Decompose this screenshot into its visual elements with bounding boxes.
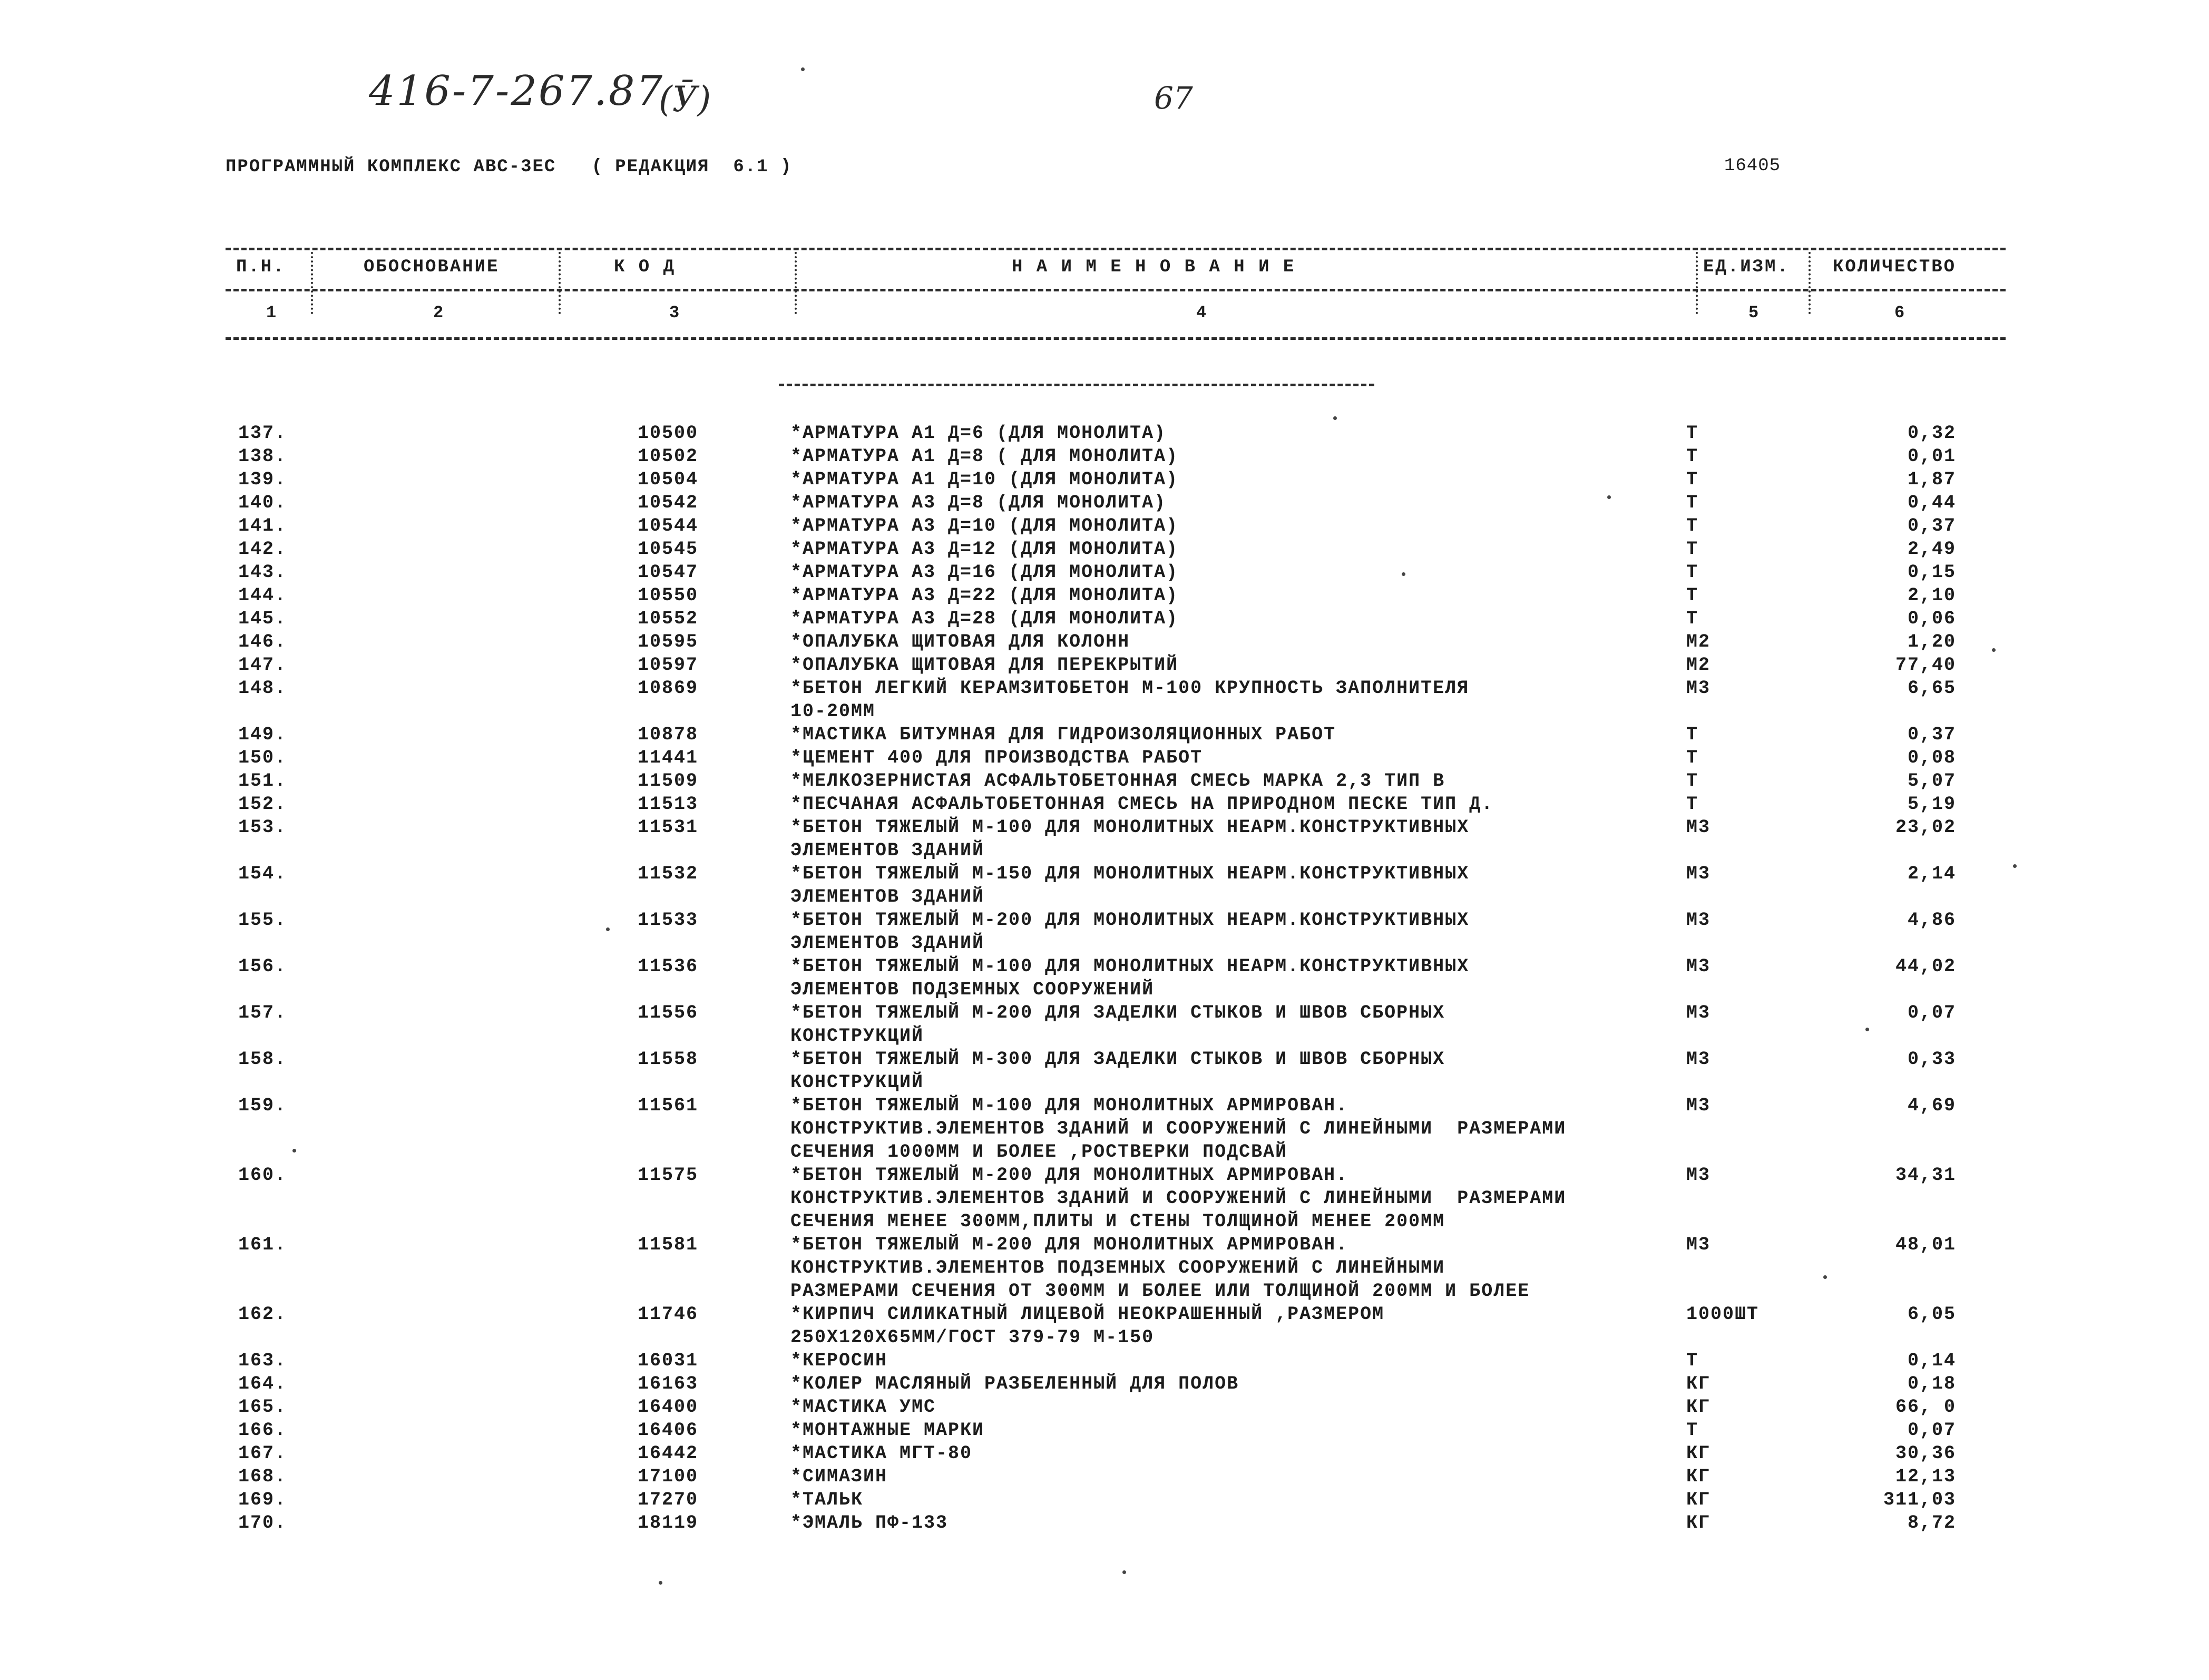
row-quantity: 0,44 <box>1907 492 1956 513</box>
row-code: 11531 <box>638 817 699 838</box>
row-name: *БЕТОН ТЯЖЕЛЫЙ М-100 ДЛЯ МОНОЛИТНЫХ НЕАРМ.КОНСТРУКТИВНЫХ ЭЛЕМЕНТОВ ЗДАНИЙ <box>790 817 1470 861</box>
row-number: 138. <box>238 446 287 467</box>
row-number: 150. <box>238 747 287 768</box>
column-header-basis: ОБОСНОВАНИЕ <box>364 257 500 277</box>
row-name: *АРМАТУРА А1 Д=6 (ДЛЯ МОНОЛИТА) <box>790 423 1167 444</box>
row-unit: Т <box>1686 492 1699 513</box>
row-number: 168. <box>238 1466 287 1487</box>
row-unit: Т <box>1686 469 1699 490</box>
row-name: *АРМАТУРА А1 Д=8 ( ДЛЯ МОНОЛИТА) <box>790 446 1179 467</box>
row-name: *БЕТОН ЛЕГКИЙ КЕРАМЗИТОБЕТОН М-100 КРУПНОСТЬ ЗАПОЛНИТЕЛЯ 10-20ММ <box>790 678 1470 722</box>
scan-speck <box>2013 864 2017 868</box>
row-number: 169. <box>238 1489 287 1510</box>
row-unit: КГ <box>1686 1396 1711 1418</box>
row-name: *МАСТИКА УМС <box>790 1396 936 1418</box>
row-unit: Т <box>1686 539 1699 560</box>
row-name: *АРМАТУРА А1 Д=10 (ДЛЯ МОНОЛИТА) <box>790 469 1179 490</box>
row-unit: М3 <box>1686 1095 1711 1116</box>
program-title: ПРОГРАММНЫЙ КОМПЛЕКС АВС-3ЕС ( РЕДАКЦИЯ 6.1 ) <box>226 157 793 177</box>
row-unit: Т <box>1686 585 1699 606</box>
row-number: 144. <box>238 585 287 606</box>
row-code: 16406 <box>638 1420 699 1441</box>
row-number: 157. <box>238 1002 287 1023</box>
column-header-quantity: КОЛИЧЕСТВО <box>1833 257 1957 277</box>
row-code: 11509 <box>638 770 699 792</box>
row-quantity: 12,13 <box>1895 1466 1956 1487</box>
row-unit: Т <box>1686 608 1699 629</box>
scan-speck <box>1865 1028 1869 1031</box>
scan-speck <box>1823 1275 1827 1279</box>
row-quantity: 5,07 <box>1907 770 1956 792</box>
row-name: *КОЛЕР МАСЛЯНЫЙ РАЗБЕЛЕННЫЙ ДЛЯ ПОЛОВ <box>790 1373 1239 1394</box>
row-unit: М3 <box>1686 956 1711 977</box>
row-number: 170. <box>238 1512 287 1534</box>
row-unit: М3 <box>1686 817 1711 838</box>
row-quantity: 6,65 <box>1907 678 1956 699</box>
row-number: 142. <box>238 539 287 560</box>
row-quantity: 0,33 <box>1907 1049 1956 1070</box>
column-header-name: Н А И М Е Н О В А Н И Е <box>1012 257 1296 277</box>
row-unit: М3 <box>1686 1234 1711 1255</box>
row-name: *ТАЛЬК <box>790 1489 864 1510</box>
row-number: 139. <box>238 469 287 490</box>
document-mark: (Ӯ) <box>659 79 711 120</box>
row-name: *СИМАЗИН <box>790 1466 888 1487</box>
row-number: 161. <box>238 1234 287 1255</box>
row-quantity: 2,49 <box>1907 539 1956 560</box>
row-number: 166. <box>238 1420 287 1441</box>
row-quantity: 4,69 <box>1907 1095 1956 1116</box>
row-quantity: 0,15 <box>1907 562 1956 583</box>
row-quantity: 0,07 <box>1907 1002 1956 1023</box>
row-unit: М2 <box>1686 631 1711 652</box>
row-unit: КГ <box>1686 1373 1711 1394</box>
scan-speck <box>801 67 805 71</box>
row-name: *БЕТОН ТЯЖЕЛЫЙ М-150 ДЛЯ МОНОЛИТНЫХ НЕАРМ.КОНСТРУКТИВНЫХ ЭЛЕМЕНТОВ ЗДАНИЙ <box>790 863 1470 907</box>
sheet-code: 16405 <box>1724 156 1781 176</box>
row-unit: КГ <box>1686 1443 1711 1464</box>
scan-speck <box>1333 416 1337 420</box>
row-name: *АРМАТУРА А3 Д=22 (ДЛЯ МОНОЛИТА) <box>790 585 1179 606</box>
row-code: 10595 <box>638 631 699 652</box>
column-number: 5 <box>1748 303 1759 323</box>
row-unit: Т <box>1686 747 1699 768</box>
row-quantity: 8,72 <box>1907 1512 1956 1534</box>
row-code: 11536 <box>638 956 699 977</box>
row-quantity: 0,18 <box>1907 1373 1956 1394</box>
row-unit: Т <box>1686 515 1699 536</box>
row-number: 146. <box>238 631 287 652</box>
row-code: 11558 <box>638 1049 699 1070</box>
scan-speck <box>1402 572 1405 576</box>
row-name: *БЕТОН ТЯЖЕЛЫЙ М-300 ДЛЯ ЗАДЕЛКИ СТЫКОВ И ШВОВ СБОРНЫХ КОНСТРУКЦИЙ <box>790 1049 1445 1093</box>
column-number: 6 <box>1894 303 1905 323</box>
row-quantity: 23,02 <box>1895 817 1956 838</box>
row-name: *КЕРОСИН <box>790 1350 888 1371</box>
row-name: *ПЕСЧАНАЯ АСФАЛЬТОБЕТОННАЯ СМЕСЬ НА ПРИРОДНОМ ПЕСКЕ ТИП Д. <box>790 794 1494 815</box>
row-unit: 1000ШТ <box>1686 1304 1760 1325</box>
row-code: 10547 <box>638 562 699 583</box>
row-unit: Т <box>1686 794 1699 815</box>
row-quantity: 0,06 <box>1907 608 1956 629</box>
row-code: 17270 <box>638 1489 699 1510</box>
row-number: 141. <box>238 515 287 536</box>
row-name: *БЕТОН ТЯЖЕЛЫЙ М-100 ДЛЯ МОНОЛИТНЫХ АРМИРОВАН. КОНСТРУКТИВ.ЭЛЕМЕНТОВ ЗДАНИЙ И СООРУЖЕНИЙ С ЛИНЕЙНЫМИ РАЗМЕРАМИ СЕЧЕНИЯ 1000ММ И БОЛЕЕ ,РОСТВЕРКИ ПОДСВАЙ <box>790 1095 1567 1163</box>
row-name: *АРМАТУРА А3 Д=12 (ДЛЯ МОНОЛИТА) <box>790 539 1179 560</box>
row-unit: М3 <box>1686 1002 1711 1023</box>
row-name: *ОПАЛУБКА ЩИТОВАЯ ДЛЯ КОЛОНН <box>790 631 1130 652</box>
row-code: 17100 <box>638 1466 699 1487</box>
row-name: *КИРПИЧ СИЛИКАТНЫЙ ЛИЦЕВОЙ НЕОКРАШЕННЫЙ ,РАЗМЕРОМ 250Х120Х65ММ/ГОСТ 379-79 М-150 <box>790 1304 1385 1348</box>
row-name: *БЕТОН ТЯЖЕЛЫЙ М-200 ДЛЯ ЗАДЕЛКИ СТЫКОВ И ШВОВ СБОРНЫХ КОНСТРУКЦИЙ <box>790 1002 1445 1047</box>
row-unit: Т <box>1686 770 1699 792</box>
row-code: 11532 <box>638 863 699 884</box>
row-code: 11513 <box>638 794 699 815</box>
row-number: 164. <box>238 1373 287 1394</box>
row-code: 10544 <box>638 515 699 536</box>
row-number: 153. <box>238 817 287 838</box>
row-name: *ЦЕМЕНТ 400 ДЛЯ ПРОИЗВОДСТВА РАБОТ <box>790 747 1203 768</box>
row-number: 167. <box>238 1443 287 1464</box>
row-name: *ОПАЛУБКА ЩИТОВАЯ ДЛЯ ПЕРЕКРЫТИЙ <box>790 655 1179 676</box>
scan-speck <box>606 927 610 931</box>
row-name: *БЕТОН ТЯЖЕЛЫЙ М-200 ДЛЯ МОНОЛИТНЫХ АРМИРОВАН. КОНСТРУКТИВ.ЭЛЕМЕНТОВ ПОДЗЕМНЫХ СООРУЖЕНИЙ С ЛИНЕЙНЫМИ РАЗМЕРАМИ СЕЧЕНИЯ ОТ 300ММ И БОЛЕЕ ИЛИ ТОЛЩИНОЙ 200ММ И БОЛЕЕ <box>790 1234 1530 1302</box>
row-quantity: 66, 0 <box>1895 1396 1956 1418</box>
row-quantity: 1,20 <box>1907 631 1956 652</box>
row-code: 10869 <box>638 678 699 699</box>
row-number: 158. <box>238 1049 287 1070</box>
row-code: 16163 <box>638 1373 699 1394</box>
column-header-code: К О Д <box>614 257 676 277</box>
row-number: 165. <box>238 1396 287 1418</box>
row-name: *БЕТОН ТЯЖЕЛЫЙ М-200 ДЛЯ МОНОЛИТНЫХ НЕАРМ.КОНСТРУКТИВНЫХ ЭЛЕМЕНТОВ ЗДАНИЙ <box>790 910 1470 954</box>
row-code: 10504 <box>638 469 699 490</box>
row-name: *МАСТИКА БИТУМНАЯ ДЛЯ ГИДРОИЗОЛЯЦИОННЫХ РАБОТ <box>790 724 1336 745</box>
row-code: 10597 <box>638 655 699 676</box>
row-quantity: 1,87 <box>1907 469 1956 490</box>
row-name: *БЕТОН ТЯЖЕЛЫЙ М-200 ДЛЯ МОНОЛИТНЫХ АРМИРОВАН. КОНСТРУКТИВ.ЭЛЕМЕНТОВ ЗДАНИЙ И СООРУЖЕНИЙ С ЛИНЕЙНЫМИ РАЗМЕРАМИ СЕЧЕНИЯ МЕНЕЕ 300ММ,ПЛИТЫ И СТЕНЫ ТОЛЩИНОЙ МЕНЕЕ 200ММ <box>790 1165 1567 1232</box>
row-quantity: 0,37 <box>1907 724 1956 745</box>
row-quantity: 30,36 <box>1895 1443 1956 1464</box>
row-code: 10500 <box>638 423 699 444</box>
column-number: 3 <box>669 303 680 323</box>
row-number: 152. <box>238 794 287 815</box>
row-code: 10545 <box>638 539 699 560</box>
row-quantity: 4,86 <box>1907 910 1956 931</box>
row-number: 149. <box>238 724 287 745</box>
row-number: 143. <box>238 562 287 583</box>
row-name: *МЕЛКОЗЕРНИСТАЯ АСФАЛЬТОБЕТОННАЯ СМЕСЬ МАРКА 2,3 ТИП В <box>790 770 1445 792</box>
row-unit: КГ <box>1686 1489 1711 1510</box>
row-quantity: 44,02 <box>1895 956 1956 977</box>
scan-speck <box>1992 648 1996 652</box>
column-header-unit: ЕД.ИЗМ. <box>1703 257 1790 277</box>
row-quantity: 77,40 <box>1895 655 1956 676</box>
row-number: 140. <box>238 492 287 513</box>
row-quantity: 48,01 <box>1895 1234 1956 1255</box>
row-quantity: 2,10 <box>1907 585 1956 606</box>
row-number: 155. <box>238 910 287 931</box>
row-code: 11556 <box>638 1002 699 1023</box>
row-number: 148. <box>238 678 287 699</box>
row-unit: Т <box>1686 446 1699 467</box>
row-unit: КГ <box>1686 1512 1711 1534</box>
row-code: 16442 <box>638 1443 699 1464</box>
row-code: 11533 <box>638 910 699 931</box>
page-number: 67 <box>1154 80 1193 116</box>
row-quantity: 0,14 <box>1907 1350 1956 1371</box>
row-unit: М3 <box>1686 863 1711 884</box>
row-number: 163. <box>238 1350 287 1371</box>
row-code: 11746 <box>638 1304 699 1325</box>
row-name: *АРМАТУРА А3 Д=16 (ДЛЯ МОНОЛИТА) <box>790 562 1179 583</box>
row-code: 16031 <box>638 1350 699 1371</box>
row-unit: М3 <box>1686 910 1711 931</box>
row-number: 154. <box>238 863 287 884</box>
column-number: 1 <box>266 303 277 323</box>
row-unit: М2 <box>1686 655 1711 676</box>
row-quantity: 0,37 <box>1907 515 1956 536</box>
row-code: 10878 <box>638 724 699 745</box>
scan-speck <box>292 1149 296 1152</box>
row-name: *ЭМАЛЬ ПФ-133 <box>790 1512 949 1534</box>
row-unit: М3 <box>1686 678 1711 699</box>
row-code: 11575 <box>638 1165 699 1186</box>
row-unit: Т <box>1686 423 1699 444</box>
row-number: 137. <box>238 423 287 444</box>
column-number: 4 <box>1196 303 1207 323</box>
row-name: *АРМАТУРА А3 Д=8 (ДЛЯ МОНОЛИТА) <box>790 492 1167 513</box>
row-quantity: 2,14 <box>1907 863 1956 884</box>
column-header-pn: П.Н. <box>236 257 286 277</box>
row-quantity: 0,07 <box>1907 1420 1956 1441</box>
row-unit: Т <box>1686 562 1699 583</box>
row-name: *АРМАТУРА А3 Д=10 (ДЛЯ МОНОЛИТА) <box>790 515 1179 536</box>
scan-speck <box>659 1581 662 1585</box>
row-number: 147. <box>238 655 287 676</box>
row-code: 16400 <box>638 1396 699 1418</box>
row-code: 11581 <box>638 1234 699 1255</box>
row-number: 160. <box>238 1165 287 1186</box>
row-number: 162. <box>238 1304 287 1325</box>
row-name: *МОНТАЖНЫЕ МАРКИ <box>790 1420 985 1441</box>
row-quantity: 5,19 <box>1907 794 1956 815</box>
row-quantity: 6,05 <box>1907 1304 1956 1325</box>
row-number: 151. <box>238 770 287 792</box>
row-unit: Т <box>1686 1420 1699 1441</box>
row-quantity: 34,31 <box>1895 1165 1956 1186</box>
row-unit: Т <box>1686 1350 1699 1371</box>
row-number: 145. <box>238 608 287 629</box>
row-code: 11561 <box>638 1095 699 1116</box>
row-quantity: 311,03 <box>1883 1489 1956 1510</box>
row-code: 10550 <box>638 585 699 606</box>
row-name: *АРМАТУРА А3 Д=28 (ДЛЯ МОНОЛИТА) <box>790 608 1179 629</box>
row-quantity: 0,32 <box>1907 423 1956 444</box>
row-quantity: 0,08 <box>1907 747 1956 768</box>
row-code: 10542 <box>638 492 699 513</box>
row-number: 159. <box>238 1095 287 1116</box>
scan-speck <box>1607 495 1611 499</box>
row-name: *МАСТИКА МГТ-80 <box>790 1443 973 1464</box>
row-code: 10552 <box>638 608 699 629</box>
row-name: *БЕТОН ТЯЖЕЛЫЙ М-100 ДЛЯ МОНОЛИТНЫХ НЕАРМ.КОНСТРУКТИВНЫХ ЭЛЕМЕНТОВ ПОДЗЕМНЫХ СООРУЖЕНИЙ <box>790 956 1470 1000</box>
row-code: 10502 <box>638 446 699 467</box>
row-number: 156. <box>238 956 287 977</box>
document-number: 416-7-267.87 <box>369 67 664 115</box>
row-unit: М3 <box>1686 1049 1711 1070</box>
row-unit: М3 <box>1686 1165 1711 1186</box>
row-unit: Т <box>1686 724 1699 745</box>
row-unit: КГ <box>1686 1466 1711 1487</box>
row-code: 18119 <box>638 1512 699 1534</box>
row-quantity: 0,01 <box>1907 446 1956 467</box>
scan-speck <box>1122 1570 1126 1574</box>
row-code: 11441 <box>638 747 699 768</box>
column-number: 2 <box>433 303 444 323</box>
